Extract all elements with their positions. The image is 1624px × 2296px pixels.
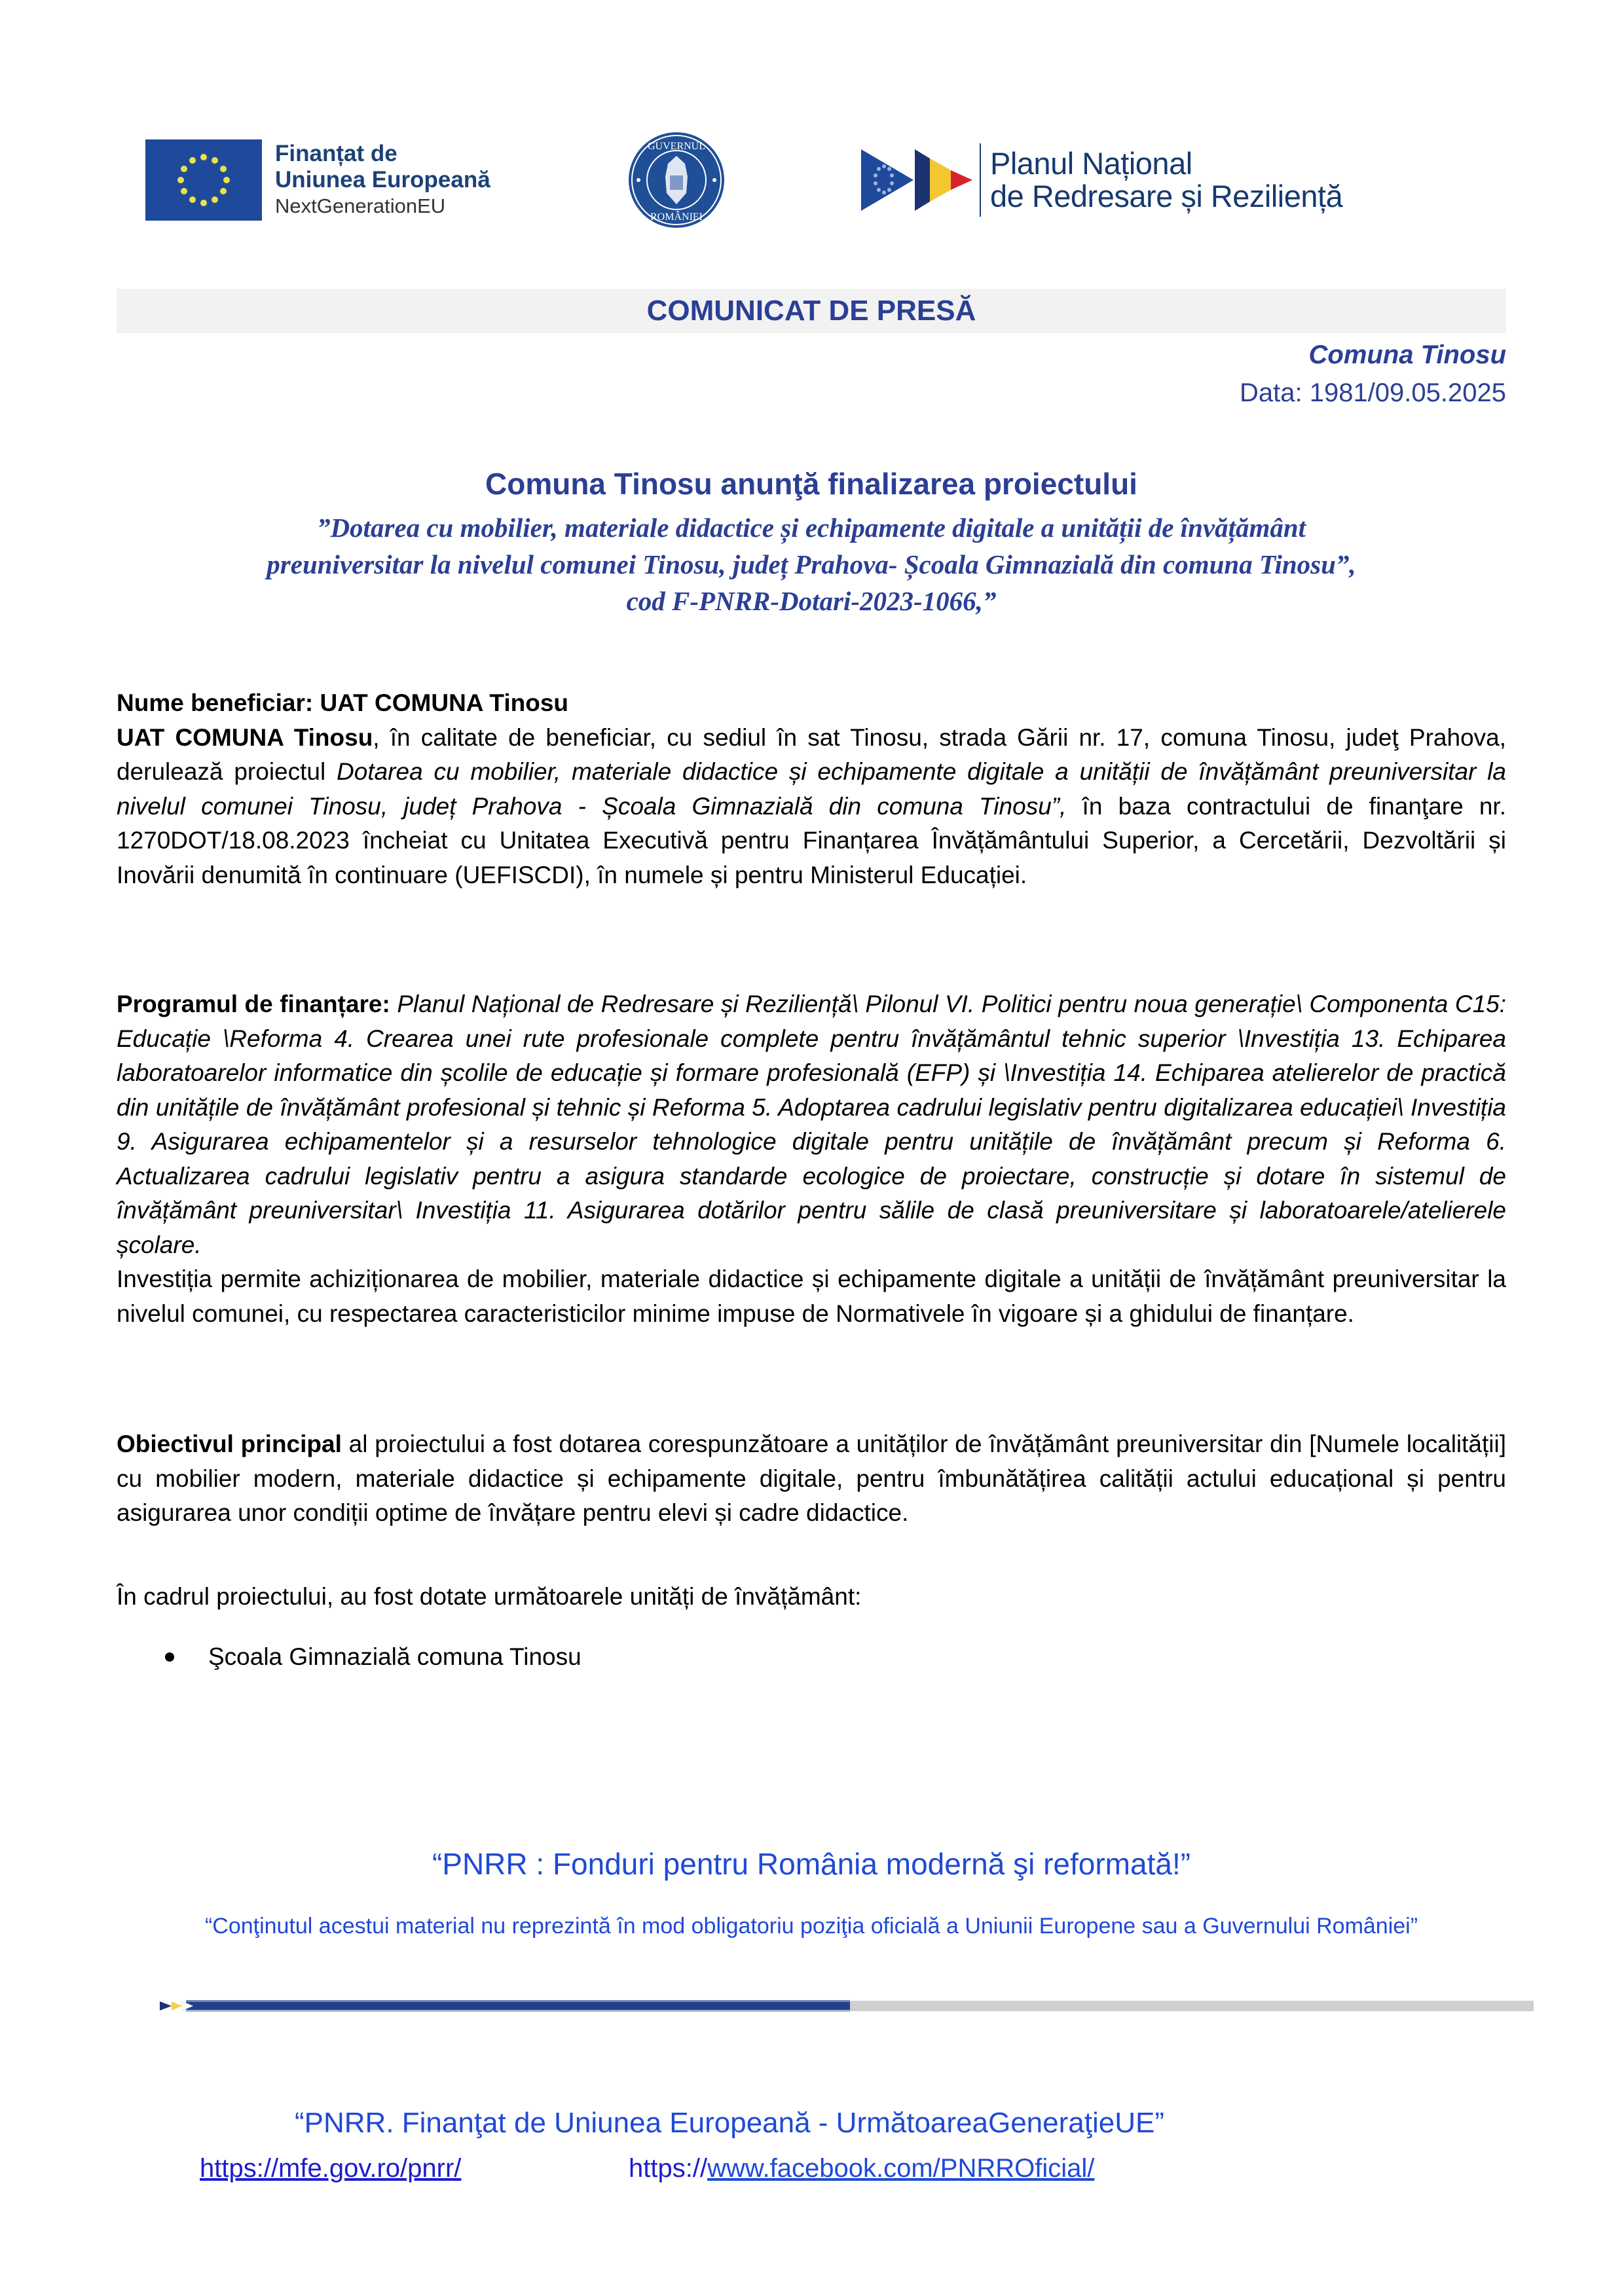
project-title-line: preuniversitar la nivelul comunei Tinosu, județ Prahova- Școala Gimnazială din comuna Tinosu”, [267,549,1356,579]
mfe-pnrr-link[interactable]: https://mfe.gov.ro/pnrr/ [200,2154,462,2183]
program-section [117,987,1506,1331]
project-title-line: ”Dotarea cu mobilier, materiale didactice și echipamente digitale a unității de învățământ [316,513,1306,543]
document-date: Data: 1981/09.05.2025 [1239,378,1506,407]
units-intro: În cadrul proiectului, au fost dotate următoarele unități de învățământ: [117,1583,862,1610]
pnrr-logo [851,141,1375,219]
facebook-pnrr-link[interactable]: https://www.facebook.com/PNRROficial/ [629,2154,1095,2183]
objective-paragraph: Obiectivul principal al proiectului a fost dotarea corespunzătoare a unităților de învățământ preuniversitar din [Numele localității] cu mobilier modern, materiale didactice și echipamente digitale, pentru îmbunătățirea calității actului educațional și pentru asigurarea unor condiții optime de învățare pentru elevi și cadre didactice. [117,1430,1506,1526]
pnrr-logo-line1: Planul Național [990,146,1192,181]
headline: Comuna Tinosu anunţă finalizarea proiectului [485,467,1137,501]
svg-text:ROMÂNIEI: ROMÂNIEI [650,211,703,223]
objective-section [117,1427,1506,1531]
program-paragraph: Programul de finanțare: Planul Național de Redresare și Reziliență\ Pilonul VI. Politici pentru noua generație\ Componenta C15: Educație \Reforma 4. Crearea unei rute profesionale complete pentru învățământul tehnic superior \Investiția 13. Echiparea laboratoarelor informatice din școlile de educație și formare profesională (EFP) și \Investiția 14. Echiparea atelierelor de practică din unitățile de învățământ profesional și tehnic și Reforma 5. Adoptarea cadrului legislativ pentru digitalizarea educației\ Investiția 9. Asigurarea echipamentelor și a resurselor tehnologice digitale pentru unitățile de învățământ precum și Reforma 6. Actualizarea cadrului legislativ pentru a asigura standarde ecologice de proiectare, construcție și dotare în sistemul de învățământ preuniversitar\ Investiția 11. Asigurarea dotărilor pentru sălile de clasă preuniversitare și laboratoarele/atelierele școlare. [117,991,1507,1258]
eu-logo-line2: Uniunea Europeană [275,167,490,192]
svg-text:GUVERNUL: GUVERNUL [648,141,705,152]
footer-divider-bar [160,2000,1534,2012]
project-name: Dotarea cu mobilier, materiale didactice și echipamente digitale a unității de învățământ preuniversitar la nivelul comunei Tinosu, județ Prahova - Școala Gimnazială din comuna Tinosu”, [117,758,1507,820]
project-title [117,509,1506,619]
beneficiary-label: Nume beneficiar: UAT COMUNA Tinosu [117,689,569,716]
beneficiary-paragraph: UAT COMUNA Tinosu, în calitate de beneficiar, cu sediul în sat Tinosu, strada Gării nr. 17, comuna Tinosu, judeţ Prahova, derulează proiectul Dotarea cu mobilier, materiale didactice și echipamente digitale a unității de învățământ preuniversitar la nivelul comunei Tinosu, județ Prahova - Școala Gimnazială din comuna Tinosu”, în baza contractului de finanţare nr. 1270DOT/18.08.2023 încheiat cu Unitatea Executivă pentru Finanțarea Învățământului Superior, a Cercetării, Dezvoltării și Inovării denumită în continuare (UEFISCDI), în numele și pentru Ministerul Educației. [117,723,1507,888]
pnrr-separator [980,143,981,217]
pnrr-arrows-icon [851,144,976,216]
eu-funding-logo [145,137,551,223]
project-title-line: cod F-PNRR-Dotari-2023-1066,” [626,586,997,616]
romanian-government-seal-icon [627,131,726,229]
pnrr-arrow-mark-icon [160,2000,199,2012]
objective-label: Obiectivul principal [117,1430,342,1457]
eu-logo-line3: NextGenerationEU [275,194,446,217]
unit-name: Şcoala Gimnazială comuna Tinosu [208,1643,581,1670]
eu-logo-line1: Finanțat de [275,141,397,166]
disclaimer: “Conţinutul acestui material nu reprezintă în mod obligatoriu poziţia oficială a Uniunii Europene sau a Guvernului României” [204,1914,1418,1939]
organization-name: Comuna Tinosu [1308,340,1506,369]
beneficiary-section [117,686,1506,892]
page-title: COMUNICAT DE PRESĂ [646,295,976,327]
program-label: Programul de finanțare: [117,991,390,1017]
footer-bar-grey [850,2001,1534,2011]
list-item [165,1643,581,1671]
pnrr-logo-line2: de Redresare și Reziliență [990,179,1343,213]
eu-flag-icon [145,139,262,221]
footer-bar-blue [186,2000,850,2012]
press-release-title-bar [117,289,1506,333]
bullet-icon [165,1652,174,1662]
investment-paragraph: Investiția permite achiziționarea de mobilier, materiale didactice și echipamente digitale a unității de învățământ preuniversitar la nivelul comunei, cu respectarea caracteristicilor minime impuse de Normativele în vigoare și a ghidului de finanțare. [117,1266,1506,1327]
pnrr-slogan: “PNRR : Fonduri pentru România modernă şi reformată!” [432,1847,1191,1881]
beneficiary-name: UAT COMUNA Tinosu [117,723,373,751]
footer-slogan: “PNRR. Finanţat de Uniunea Europeană - UrmătoareaGeneraţieUE” [295,2107,1164,2139]
